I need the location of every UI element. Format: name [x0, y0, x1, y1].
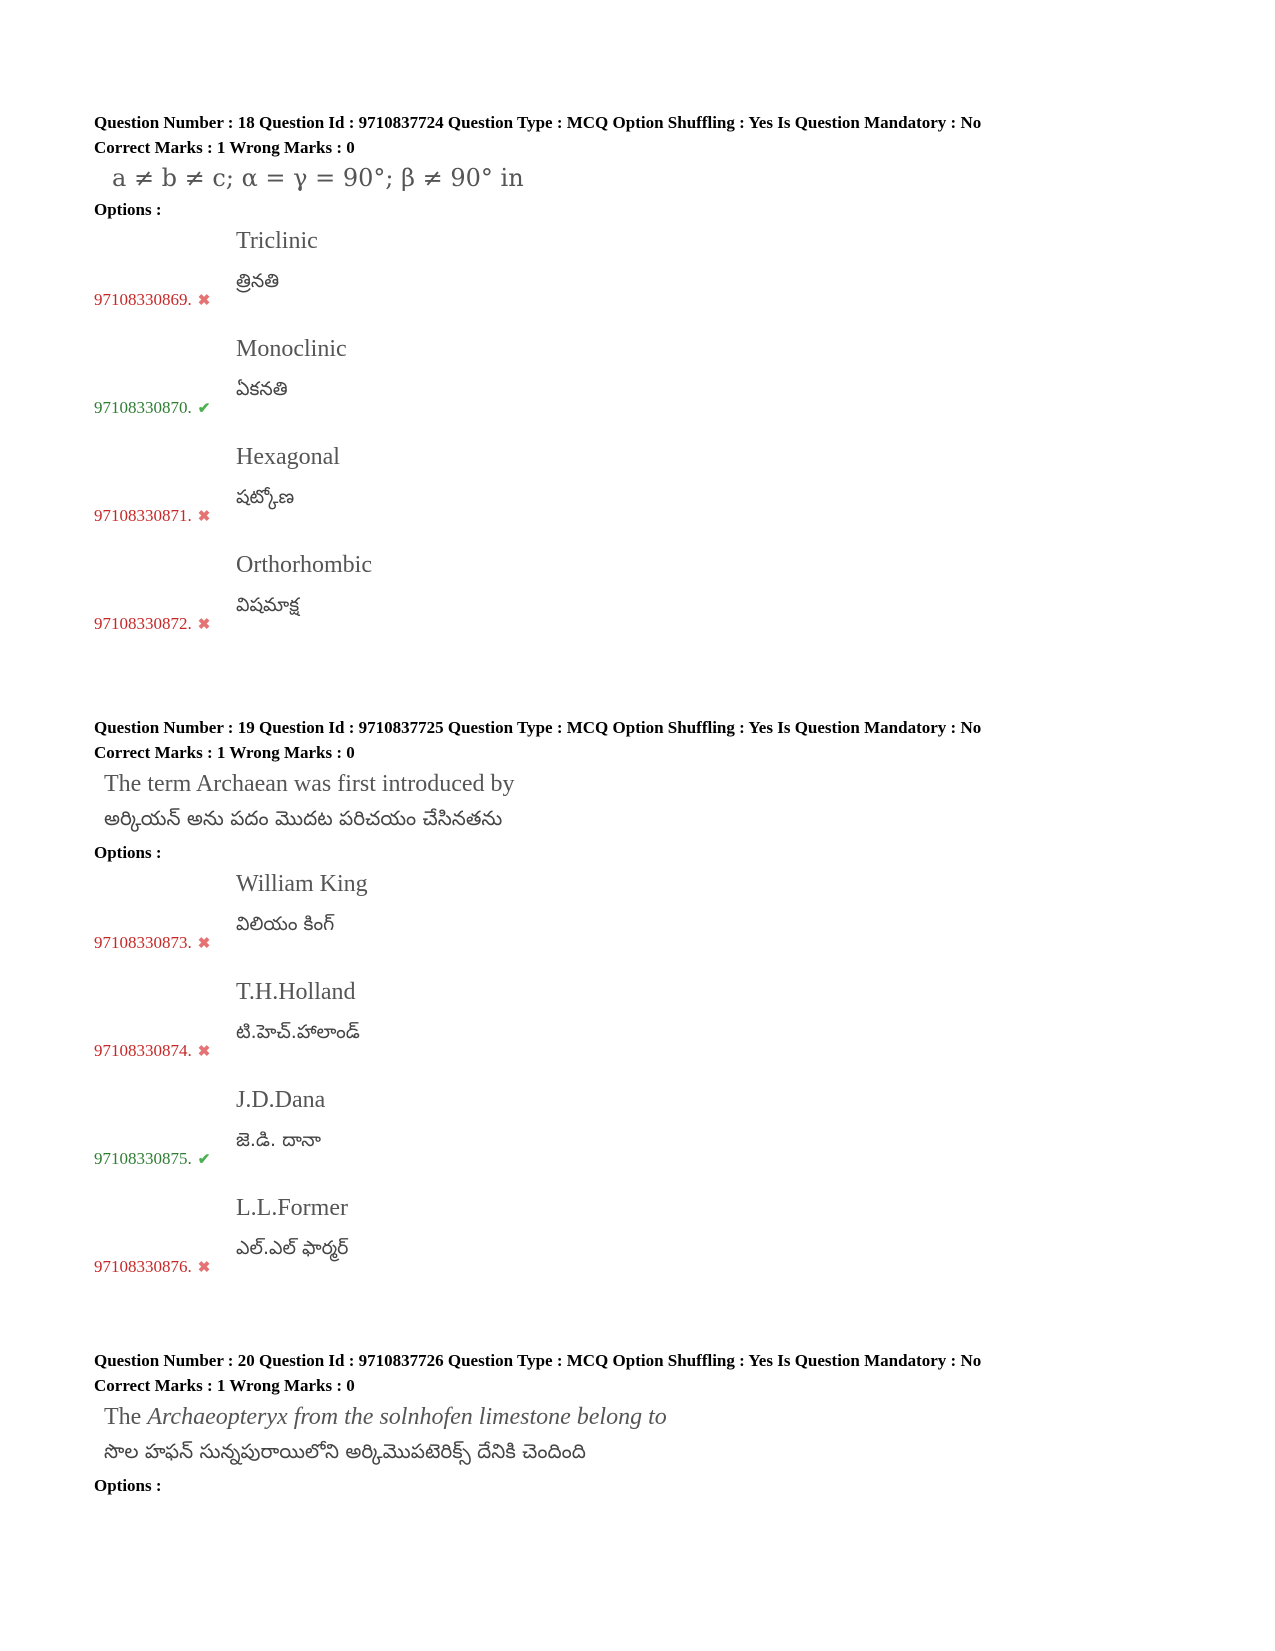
option: [94, 220, 1204, 328]
option: [94, 328, 1204, 436]
option-text-te: ఎల్.ఎల్ ఫార్మర్: [236, 1237, 349, 1259]
option: [94, 971, 1204, 1079]
option-id: [94, 398, 210, 418]
question-stem-te: అర్కియన్ అను పదం మొదట పరిచయం చేసినతను: [104, 806, 503, 830]
option-id: [94, 506, 210, 526]
option-id: [94, 614, 210, 634]
options-label: Options :: [94, 843, 162, 862]
option: [94, 436, 1204, 544]
question-stem-math: a ≠ b ≠ c; α = γ = 90°; β ≠ 90° in: [112, 164, 524, 192]
cross-icon: ✖: [197, 293, 211, 309]
option-text-te: ఏకనతి: [236, 378, 288, 400]
option-text-en: Triclinic: [236, 228, 318, 254]
option-id: [94, 1041, 210, 1061]
option: [94, 863, 1204, 971]
options-label: Options :: [94, 200, 162, 219]
option-id-text: 97108330871.: [94, 506, 192, 525]
check-icon: ✔: [197, 1152, 211, 1168]
option-id-text: 97108330873.: [94, 933, 192, 952]
option-id-text: 97108330872.: [94, 614, 192, 633]
option-id-text: 97108330870.: [94, 398, 192, 417]
question-marks: Correct Marks : 1 Wrong Marks : 0: [94, 743, 355, 762]
option-id-text: 97108330874.: [94, 1041, 192, 1060]
option-text-en: William King: [236, 871, 368, 897]
question-header: Question Number : 18 Question Id : 9710837724 Question Type : MCQ Option Shuffling : Yes Is Question Mandatory : No: [94, 113, 982, 132]
option-text-te: విషమాక్ష: [236, 594, 300, 616]
option-id-text: 97108330875.: [94, 1149, 192, 1168]
question-20: [94, 1348, 1204, 1496]
option: [94, 544, 1204, 652]
question-stem-te: సొల హఫన్ సున్నపురాయిలోని అర్కిమొపటెరిక్స్ దేనికి చెందింది: [104, 1439, 586, 1463]
option-id: [94, 1149, 210, 1169]
cross-icon: ✖: [197, 936, 211, 952]
stem-prefix: The: [104, 1404, 142, 1430]
option-id: [94, 290, 210, 310]
options-label: Options :: [94, 1476, 162, 1495]
question-marks: Correct Marks : 1 Wrong Marks : 0: [94, 138, 355, 157]
option-text-te: టి.హెచ్.హాలాండ్: [236, 1021, 360, 1043]
option-text-en: L.L.Former: [236, 1195, 348, 1221]
question-stem-en: [104, 1404, 1204, 1431]
option: [94, 1079, 1204, 1187]
cross-icon: ✖: [197, 1044, 211, 1060]
question-marks: Correct Marks : 1 Wrong Marks : 0: [94, 1376, 355, 1395]
cross-icon: ✖: [197, 509, 211, 525]
option-text-te: విలియం కింగ్: [236, 913, 335, 935]
question-18: [94, 110, 1204, 652]
option: [94, 1187, 1204, 1295]
question-stem-en: The term Archaean was first introduced by: [104, 771, 515, 797]
option-text-en: J.D.Dana: [236, 1087, 326, 1113]
question-19: [94, 715, 1204, 1295]
option-text-te: షట్కోణ: [236, 486, 295, 508]
option-text-en: Orthorhombic: [236, 552, 372, 578]
option-id: [94, 933, 210, 953]
check-icon: ✔: [197, 401, 211, 417]
cross-icon: ✖: [197, 617, 211, 633]
option-text-te: జె.డి. దానా: [236, 1129, 321, 1151]
option-id: [94, 1257, 210, 1277]
option-id-text: 97108330876.: [94, 1257, 192, 1276]
question-header: Question Number : 20 Question Id : 9710837726 Question Type : MCQ Option Shuffling : Yes Is Question Mandatory : No: [94, 1351, 982, 1370]
option-text-en: Monoclinic: [236, 336, 347, 362]
question-header: Question Number : 19 Question Id : 9710837725 Question Type : MCQ Option Shuffling : Yes Is Question Mandatory : No: [94, 718, 982, 737]
option-text-te: త్రినతి: [236, 270, 280, 292]
option-text-en: T.H.Holland: [236, 979, 356, 1005]
cross-icon: ✖: [197, 1260, 211, 1276]
option-text-en: Hexagonal: [236, 444, 340, 470]
option-id-text: 97108330869.: [94, 290, 192, 309]
stem-italic: Archaeopteryx from the solnhofen limestone belong to: [147, 1404, 667, 1430]
